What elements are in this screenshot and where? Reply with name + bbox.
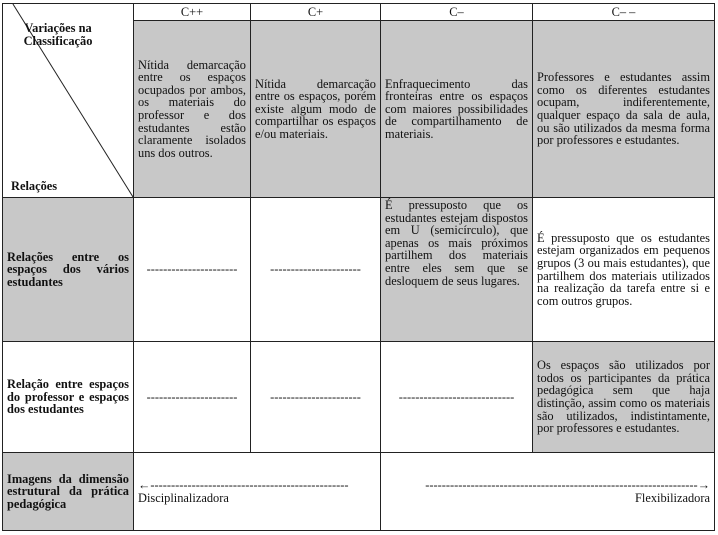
relations-label: Relações — [11, 179, 58, 194]
classification-variations-label: Variações na Classificação — [23, 21, 93, 48]
column-header-cp: C+ — [251, 4, 381, 21]
column-header-cm: C– — [381, 4, 533, 21]
disciplinary-label: Disciplinalizadora — [138, 490, 229, 505]
cell-empty: ---------------------- — [134, 342, 251, 453]
flexible-label: Flexibilizadora — [634, 490, 710, 505]
flexible-pole-cell — [381, 453, 715, 531]
cell-empty: ---------------------- — [251, 342, 381, 453]
cell-empty: ---------------------------- — [381, 342, 533, 453]
cell-empty: ---------------------- — [134, 198, 251, 342]
row-label-teacher-student-spaces: Relação entre espaços do professor e espaços dos estudantes — [3, 342, 134, 453]
cell-teacher-student-spaces-cmm: Os espaços são utilizados por todos os participantes da prática pedagógica sem que haja distinção, assim como os materiais são utilizados, indistintamente, por professores e estudantes. — [533, 342, 715, 453]
cell-student-spaces-cmm: É pressuposto que os estudantes estejam organizados em pequenos grupos (3 ou mais estudantes), que partilhem dos materiais utilizados na realização da tarefa entre si e com outros grupos. — [533, 198, 715, 342]
cell-empty: ---------------------- — [251, 198, 381, 342]
classification-table — [2, 3, 715, 531]
column-header-cpp: C++ — [134, 4, 251, 21]
right-arrow: ------------------------------------------------------------------→ — [425, 478, 710, 492]
definition-cpp: Nítida demarcação entre os espaços ocupados por ambos, os materiais do professor e dos estudantes estão claramente isolados uns dos outros. — [134, 21, 251, 198]
row-label-student-spaces: Relações entre os espaços dos vários estudantes — [3, 198, 134, 342]
definition-cmm: Professores e estudantes assim como os diferentes estudantes ocupam, indiferentemente, qualquer espaço da sala de aula, ou são utilizados da mesma forma por professores e estudantes. — [533, 21, 715, 198]
corner-header-cell — [3, 4, 134, 198]
column-header-cmm: C– – — [533, 4, 715, 21]
row-label-structural-images: Imagens da dimensão estrutural da prática pedagógica — [3, 453, 134, 531]
definition-cm: Enfraquecimento das fronteiras entre os espaços com maiores possibilidades de compartilhamento de materiais. — [381, 21, 533, 198]
cell-student-spaces-cm: É pressuposto que os estudantes estejam dispostos em U (semicírculo), que apenas os mais próximos partilhem dos materiais entre eles sem que se desloquem de seus lugares. — [381, 198, 533, 342]
left-arrow: ←------------------------------------------------ — [138, 478, 349, 492]
disciplinary-pole-cell — [134, 453, 381, 531]
definition-cp: Nítida demarcação entre os espaços, porém existe algum modo de compartilhar os espaços e/ou materiais. — [251, 21, 381, 198]
